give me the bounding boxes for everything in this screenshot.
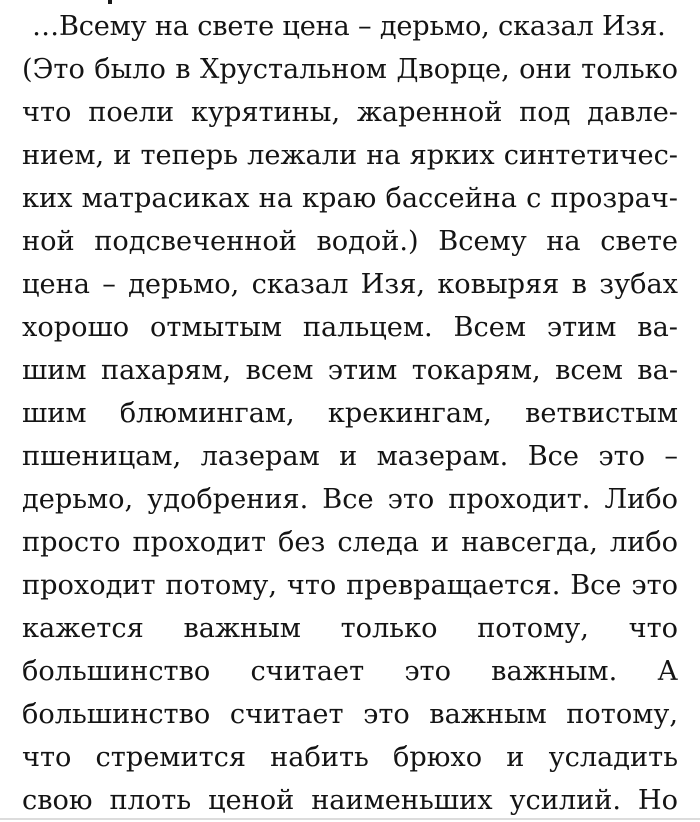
text-line: проходит потому, что превращается. Все это	[22, 570, 678, 601]
text-line: дерьмо, удобрения. Все это проходит. Либо	[22, 484, 678, 515]
text-line: …Всему на свете цена – дерьмо, сказал Изя.	[32, 11, 666, 42]
text-line: шим пахарям, всем этим токарям, всем ва-	[22, 355, 678, 386]
text-line: большинство считает это важным потому,	[22, 699, 678, 730]
text-line: ной подсвеченной водой.) Всему на свете	[22, 226, 678, 257]
text-line: ких матрасиках на краю бассейна с прозрач-	[22, 183, 678, 214]
text-line: цена – дерьмо, сказал Изя, ковыряя в зубах	[22, 269, 678, 300]
text-line: шим блюмингам, крекингам, ветвистым	[22, 398, 678, 429]
text-line: что стремится набить брюхо и усладить	[22, 742, 678, 773]
text-line: нием, и теперь лежали на ярких синтетичес-	[22, 140, 678, 171]
text-line: (Это было в Хрустальном Дворце, они только	[22, 54, 678, 85]
text-line: пшеницам, лазерам и мазерам. Все это –	[22, 441, 678, 472]
previous-line-fragment	[108, 0, 112, 4]
text-line: большинство считает это важным. А	[22, 656, 678, 687]
bottom-divider	[0, 818, 700, 820]
text-line: хорошо отмытым пальцем. Всем этим ва-	[22, 312, 678, 343]
book-text	[22, 5, 678, 822]
text-line: кажется важным только потому, что	[22, 613, 678, 644]
text-line: просто проходит без следа и навсегда, либо	[22, 527, 678, 558]
text-line: что поели курятины, жаренной под давле-	[22, 97, 678, 128]
text-line: свою плоть ценой наименьших усилий. Но	[22, 785, 678, 816]
